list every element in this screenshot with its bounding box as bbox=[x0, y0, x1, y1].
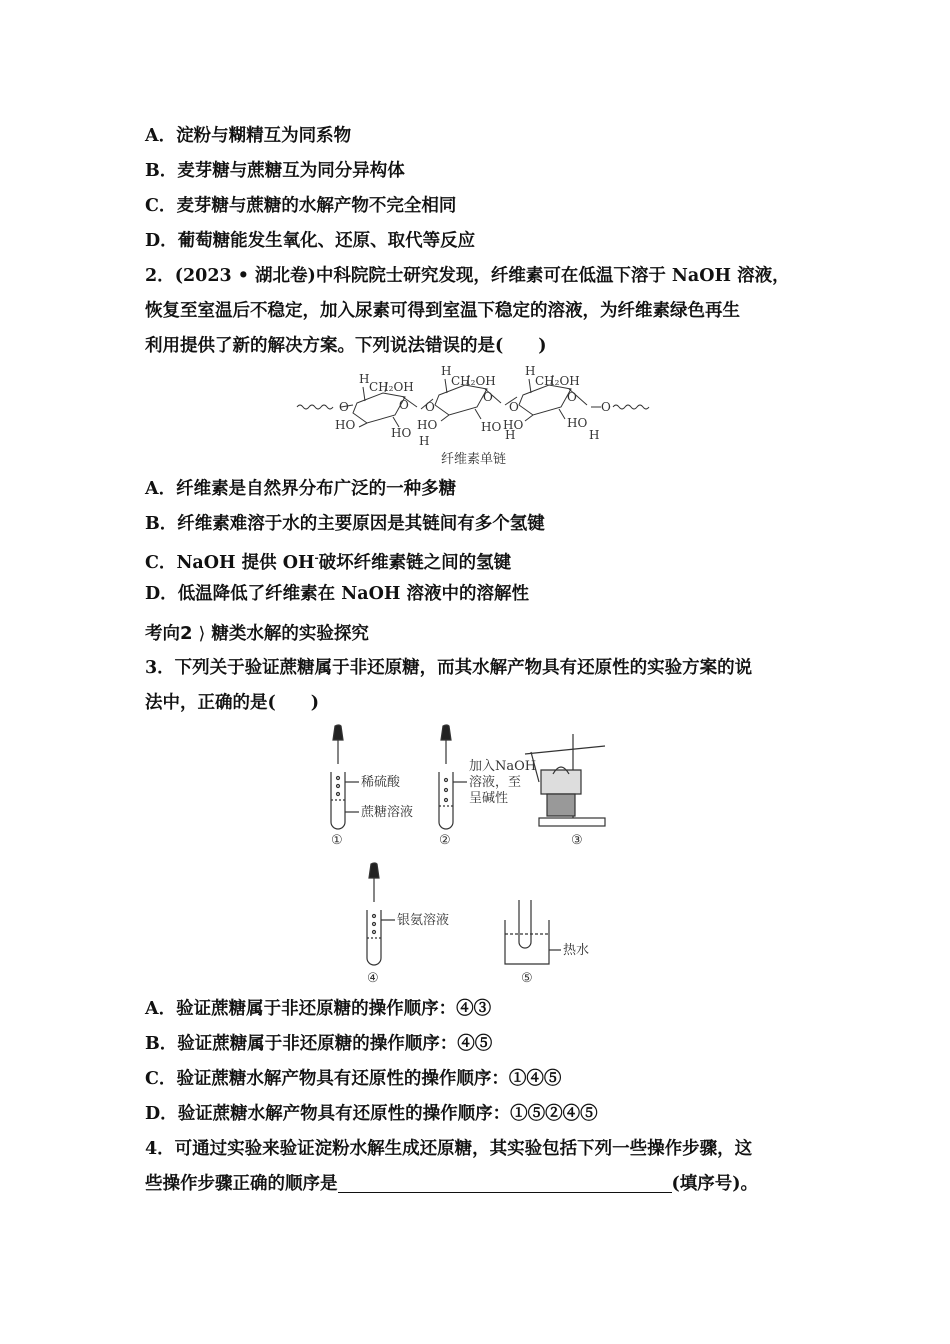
svg-text:①: ① bbox=[331, 833, 343, 848]
q2-stem-line3: 利用提供了新的解决方案。下列说法错误的是( ) bbox=[145, 336, 547, 356]
svg-text:O: O bbox=[339, 400, 349, 414]
svg-text:O: O bbox=[601, 400, 611, 414]
svg-text:O: O bbox=[399, 398, 409, 412]
svg-text:H: H bbox=[359, 372, 370, 386]
svg-text:HO: HO bbox=[567, 416, 588, 430]
svg-text:O: O bbox=[483, 390, 493, 404]
q4-stem-line2: 些操作步骤正确的顺序是 (填序号)。 bbox=[145, 1174, 759, 1194]
svg-text:⑤: ⑤ bbox=[521, 971, 533, 986]
svg-text:④: ④ bbox=[367, 971, 379, 986]
svg-text:呈碱性: 呈碱性 bbox=[469, 791, 509, 806]
svg-text:H: H bbox=[419, 434, 430, 448]
svg-text:热水: 热水 bbox=[563, 943, 590, 958]
q2-option-a: A．纤维素是自然界分布广泛的一种多糖 bbox=[145, 479, 457, 499]
svg-text:纤维素单链: 纤维素单链 bbox=[441, 452, 507, 467]
q1-option-a: A．淀粉与糊精互为同系物 bbox=[145, 126, 352, 146]
svg-text:蔗糖溶液: 蔗糖溶液 bbox=[361, 805, 414, 820]
q3-option-a: A．验证蔗糖属于非还原糖的操作顺序：④③ bbox=[145, 999, 492, 1019]
q1-option-d: D．葡萄糖能发生氧化、还原、取代等反应 bbox=[145, 231, 476, 251]
svg-text:银氨溶液: 银氨溶液 bbox=[397, 913, 450, 928]
svg-text:HO: HO bbox=[481, 420, 502, 434]
q2-stem-line1: 2．(2023 • 湖北卷)中科院院士研究发现，纤维素可在低温下溶于 NaOH 溶液， bbox=[145, 266, 790, 286]
svg-text:H: H bbox=[505, 428, 516, 442]
svg-text:H: H bbox=[525, 365, 536, 378]
svg-text:O: O bbox=[425, 400, 435, 414]
cellulose-chain-figure bbox=[295, 365, 665, 473]
svg-text:H: H bbox=[589, 428, 600, 442]
svg-text:②: ② bbox=[439, 833, 451, 848]
svg-text:CH₂OH: CH₂OH bbox=[535, 374, 580, 388]
svg-text:稀硫酸: 稀硫酸 bbox=[361, 775, 401, 790]
svg-text:H: H bbox=[441, 365, 452, 378]
q3-stem-line2: 法中，正确的是( ) bbox=[145, 693, 320, 713]
q3-option-b: B．验证蔗糖属于非还原糖的操作顺序：④⑤ bbox=[145, 1034, 493, 1054]
q2-option-c: C．NaOH 提供 OH-破坏纤维素链之间的氢键 bbox=[145, 552, 512, 573]
q4-stem-line1: 4．可通过实验来验证淀粉水解生成还原糖，其实验包括下列一些操作步骤，这 bbox=[145, 1139, 753, 1159]
svg-text:O: O bbox=[509, 400, 519, 414]
q3-stem-line1: 3．下列关于验证蔗糖属于非还原糖，而其水解产物具有还原性的实验方案的说 bbox=[145, 658, 753, 678]
svg-text:溶液，至: 溶液，至 bbox=[469, 775, 522, 790]
q3-option-d: D．验证蔗糖水解产物具有还原性的操作顺序：①⑤②④⑤ bbox=[145, 1104, 598, 1124]
experiment-apparatus-figure bbox=[325, 724, 625, 988]
q1-option-c: C．麦芽糖与蔗糖的水解产物不完全相同 bbox=[145, 196, 457, 216]
q4-answer-blank[interactable] bbox=[338, 1174, 672, 1193]
q3-option-c: C．验证蔗糖水解产物具有还原性的操作顺序：①④⑤ bbox=[145, 1069, 562, 1089]
svg-text:HO: HO bbox=[335, 418, 356, 432]
svg-text:③: ③ bbox=[571, 833, 583, 848]
q2-option-d: D．低温降低了纤维素在 NaOH 溶液中的溶解性 bbox=[145, 584, 529, 604]
svg-text:HO: HO bbox=[503, 418, 524, 432]
svg-text:O: O bbox=[567, 390, 577, 404]
q2-option-b: B．纤维素难溶于水的主要原因是其链间有多个氢键 bbox=[145, 514, 545, 534]
svg-text:HO: HO bbox=[417, 418, 438, 432]
q1-option-b: B．麦芽糖与蔗糖互为同分异构体 bbox=[145, 161, 405, 181]
svg-text:CH₂OH: CH₂OH bbox=[451, 374, 496, 388]
q2-stem-line2: 恢复至室温后不稳定，加入尿素可得到室温下稳定的溶液，为纤维素绿色再生 bbox=[145, 301, 740, 321]
section-heading: 考向2 ⟩ 糖类水解的实验探究 bbox=[145, 623, 369, 644]
svg-text:HO: HO bbox=[391, 426, 412, 440]
svg-text:CH₂OH: CH₂OH bbox=[369, 380, 414, 394]
svg-text:加入NaOH: 加入NaOH bbox=[469, 759, 537, 774]
